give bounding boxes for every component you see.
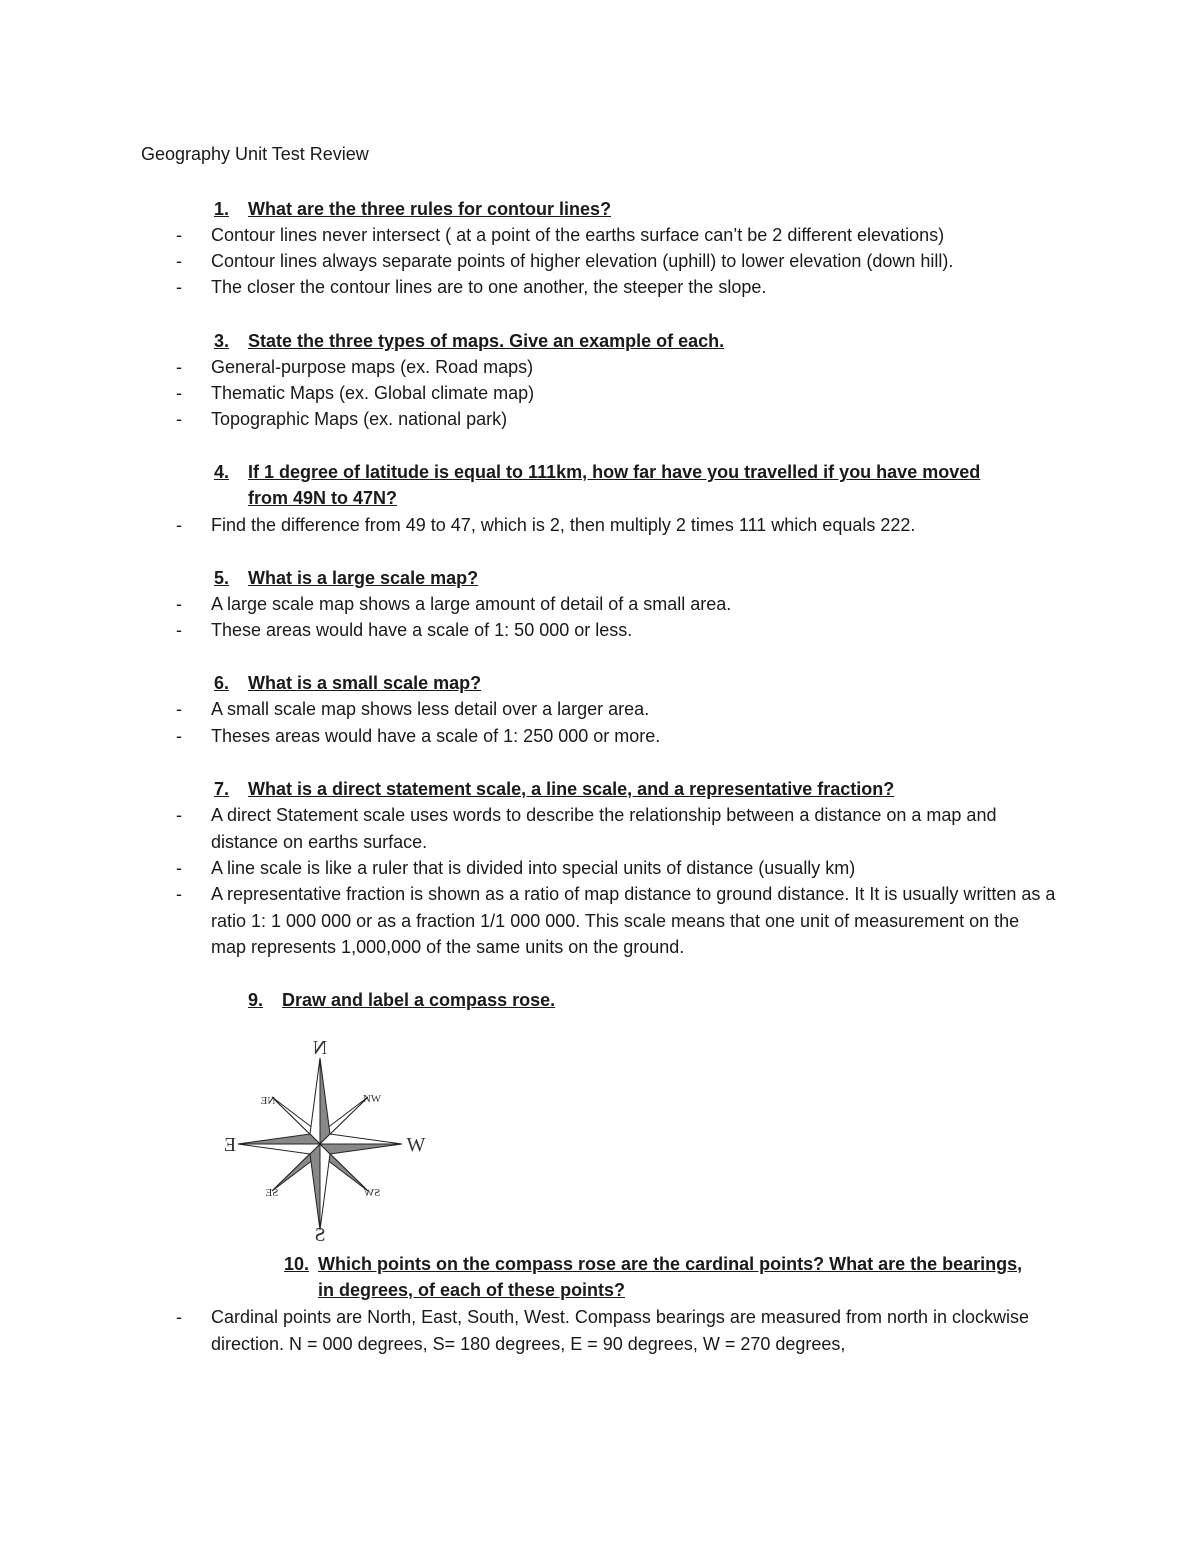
question-text: State the three types of maps. Give an example of each. (248, 331, 725, 351)
list-item: - Contour lines always separate points of higher elevation (uphill) to lower elevation (down hill). (176, 251, 954, 271)
question-number: 6. (214, 673, 230, 693)
question-number: 7. (214, 779, 230, 799)
question-number: 4. (214, 462, 230, 482)
question-number: 10. (284, 1254, 310, 1274)
compass-label-n: N (312, 1037, 328, 1059)
compass-label-sw: SW (363, 1187, 381, 1199)
list-item: - Find the difference from 49 to 47, which is 2, then multiply 2 times 111 which equals 222. (176, 515, 916, 535)
question-number: 1. (214, 199, 230, 219)
question-text: What is a large scale map? (248, 568, 479, 588)
question-text: If 1 degree of latitude is equal to 111km, how far have you travelled if you have moved from 49N to 47N? (248, 462, 981, 508)
list-item: - Cardinal points are North, East, South, West. Compass bearings are measured from north in clockwise direction. N = 000 degrees, S= 180 degrees, E = 90 degrees, W = 270 degrees, (176, 1307, 1030, 1354)
list-item: - General-purpose maps (ex. Road maps) (176, 357, 534, 377)
question-text: What is a direct statement scale, a line scale, and a representative fraction? (248, 779, 895, 799)
list-item: - A line scale is like a ruler that is divided into special units of distance (usually km) (176, 858, 856, 878)
question-number: 3. (214, 331, 230, 351)
compass-label-ne: NE (260, 1095, 276, 1107)
question-10 (284, 1251, 1022, 1303)
question-text: What is a small scale map? (248, 673, 482, 693)
list-item: - The closer the contour lines are to one another, the steeper the slope. (176, 277, 767, 297)
compass-label-se: SE (265, 1187, 279, 1199)
question-1 (214, 196, 611, 222)
compass-rose-image (216, 1036, 432, 1246)
list-item: - A representative fraction is shown as a ratio of map distance to ground distance. It It is usually written as a ratio 1: 1 000 000 or as a fraction 1/1 000 000. This scale means that one unit of measurement on the map represents 1,000,000 of the same units on the ground. (176, 884, 1056, 957)
question-text: Draw and label a compass rose. (282, 990, 556, 1010)
list-item: - A direct Statement scale uses words to describe the relationship between a distance on a map and distance on earths surface. (176, 805, 997, 852)
question-9 (248, 987, 555, 1013)
question-number: 5. (214, 568, 230, 588)
question-5 (214, 565, 478, 591)
compass-star (238, 1058, 402, 1230)
question-number: 9. (248, 990, 264, 1010)
question-text: Which points on the compass rose are the cardinal points? What are the bearings, in degrees, of each of these points? (318, 1254, 1023, 1300)
cardinal-points (238, 1058, 402, 1230)
question-text: What are the three rules for contour lines? (248, 199, 612, 219)
question-6 (214, 670, 481, 696)
compass-label-s: S (314, 1224, 326, 1246)
list-item: - A large scale map shows a large amount of detail of a small area. (176, 594, 732, 614)
list-item: - Theses areas would have a scale of 1: 250 000 or more. (176, 726, 661, 746)
question-4 (214, 459, 980, 511)
compass-label-w: W (406, 1134, 426, 1156)
question-7 (214, 776, 894, 802)
compass-label-e: E (223, 1134, 237, 1156)
list-item: - These areas would have a scale of 1: 50 000 or less. (176, 620, 633, 640)
compass-label-nw: NW (362, 1093, 382, 1105)
list-item: - Topographic Maps (ex. national park) (176, 409, 508, 429)
document-title: Geography Unit Test Review (141, 144, 369, 164)
list-item: - A small scale map shows less detail over a larger area. (176, 699, 650, 719)
question-3 (214, 328, 724, 354)
list-item: - Thematic Maps (ex. Global climate map) (176, 383, 535, 403)
list-item: - Contour lines never intersect ( at a point of the earths surface can’t be 2 different elevations) (176, 225, 945, 245)
